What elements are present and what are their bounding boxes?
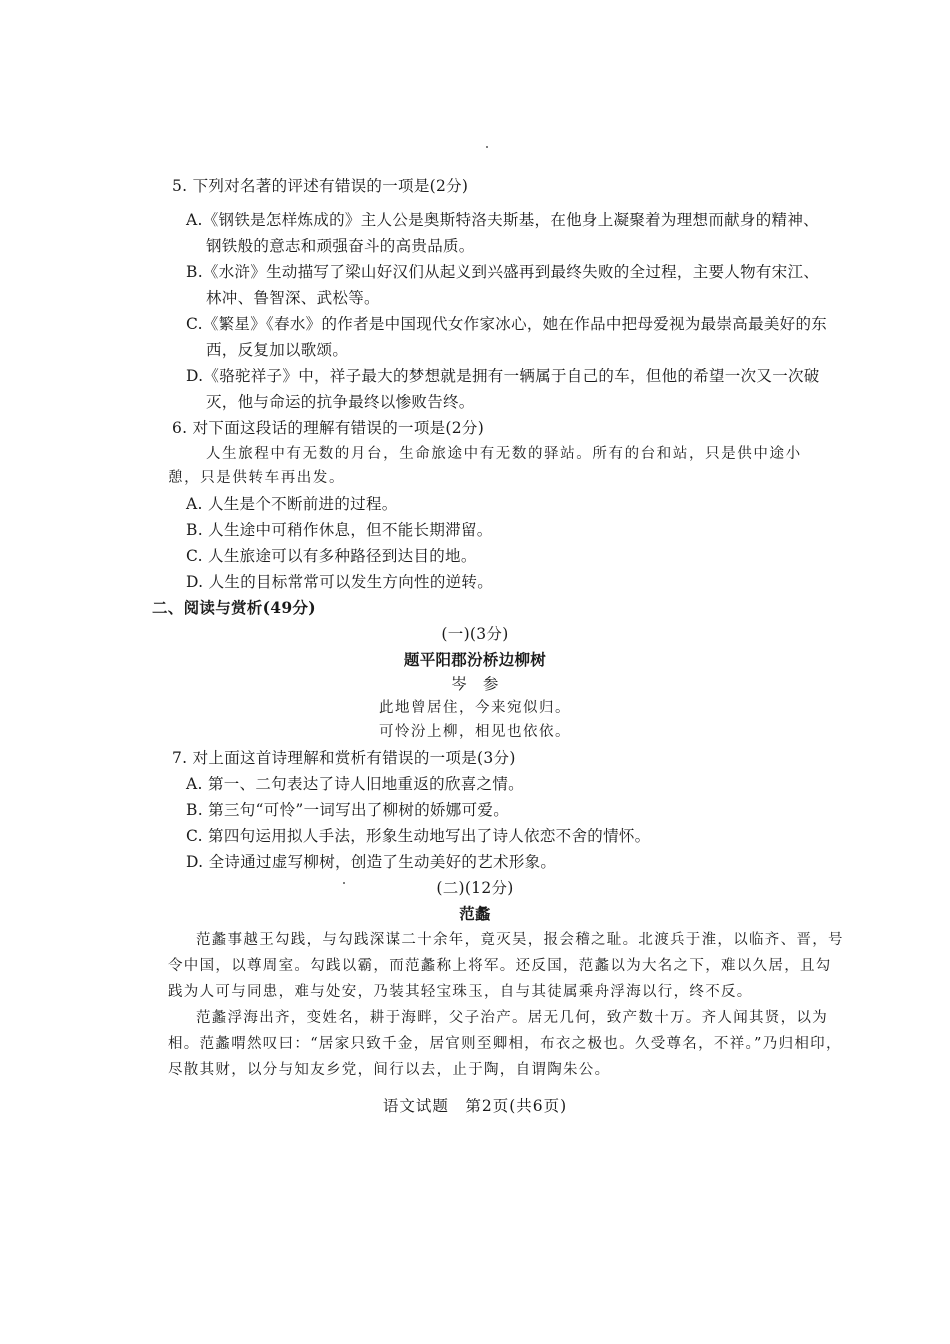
- q7-option-d: D. 全诗通过虚写柳树，创造了生动美好的艺术形象。: [186, 853, 557, 871]
- q7-option-c: C. 第四句运用拟人手法，形象生动地写出了诗人依恋不舍的情怀。: [186, 827, 651, 845]
- q5-stem: 5. 下列对名著的评述有错误的一项是(2分): [172, 177, 469, 195]
- q5-option-b-line1: B.《水浒》生动描写了梁山好汉们从起义到兴盛再到最终失败的全过程，主要人物有宋江、: [186, 263, 820, 281]
- scan-speck: [486, 146, 488, 148]
- page-footer: 语文试题 第2页(共6页): [382, 1097, 568, 1115]
- q6-option-c: C. 人生旅途可以有多种路径到达目的地。: [186, 547, 477, 565]
- q5-option-b-line2: 林冲、鲁智深、武松等。: [206, 289, 380, 307]
- q5-option-c-line1: C.《繁星》《春水》的作者是中国现代女作家冰心，她在作品中把母爱视为最崇高最美好的东: [186, 315, 828, 333]
- q5-option-a-line2: 钢铁般的意志和顽强奋斗的高贵品质。: [206, 237, 475, 255]
- q6-option-d: D. 人生的目标常常可以发生方向性的逆转。: [186, 573, 494, 591]
- q5-option-d-line1: D.《骆驼祥子》中，祥子最大的梦想就是拥有一辆属于自己的车，但他的希望一次又一次破: [186, 367, 820, 385]
- q6-quote-line1: 人生旅程中有无数的月台，生命旅途中有无数的驿站。所有的台和站，只是供中途小: [206, 446, 802, 462]
- part1-header: (一)(3分): [441, 625, 509, 643]
- passage-title: 范蠡: [459, 904, 491, 923]
- poem-title: 题平阳郡汾桥边柳树: [403, 650, 547, 669]
- q5-option-c-line2: 西，反复加以歌颂。: [206, 341, 349, 359]
- passage-p1-line3: 践为人可与同患，难与处安，乃装其轻宝珠玉，自与其徒属乘舟浮海以行，终不反。: [168, 984, 753, 1000]
- q6-stem: 6. 对下面这段话的理解有错误的一项是(2分): [172, 419, 485, 437]
- poem-line-1: 此地曾居住，今来宛似归。: [379, 700, 571, 716]
- poem-author: 岑 参: [451, 675, 499, 693]
- q6-option-b: B. 人生途中可稍作休息，但不能长期滞留。: [186, 521, 493, 539]
- q6-option-a: A. 人生是个不断前进的过程。: [186, 495, 398, 513]
- q7-stem: 7. 对上面这首诗理解和赏析有错误的一项是(3分): [172, 749, 516, 767]
- q7-option-a: A. 第一、二句表达了诗人旧地重返的欣喜之情。: [186, 775, 524, 793]
- passage-p2-line1: 范蠡浮海出齐，变姓名，耕于海畔，父子治产。居无几何，致产数十万。齐人闻其贤，以为: [196, 1010, 828, 1026]
- poem-line-2: 可怜汾上柳，相见也依依。: [379, 724, 571, 740]
- q6-quote-line2: 憩，只是供转车再出发。: [168, 470, 346, 486]
- q5-option-d-line2: 灭，他与命运的抗争最终以惨败告终。: [206, 393, 475, 411]
- part2-header: (二)(12分): [436, 879, 514, 897]
- passage-p2-line3: 尽散其财，以分与知友乡党，间行以去，止于陶，自谓陶朱公。: [168, 1062, 611, 1078]
- q5-option-a-line1: A.《钢铁是怎样炼成的》主人公是奥斯特洛夫斯基，在他身上凝聚着为理想而献身的精神、: [186, 211, 819, 229]
- passage-p2-line2: 相。范蠡喟然叹曰：“居家只致千金，居官则至卿相，布衣之极也。久受尊名，不祥。”乃归相印，: [168, 1036, 842, 1052]
- section-heading: 二、阅读与赏析(49分): [152, 598, 316, 617]
- passage-p1-line2: 令中国，以尊周室。勾践以霸，而范蠡称上将军。还反国，范蠡以为大名之下，难以久居，且勾: [168, 958, 832, 974]
- q7-option-b: B. 第三句“可怜”一词写出了柳树的娇娜可爱。: [186, 801, 509, 819]
- passage-p1-line1: 范蠡事越王勾践，与勾践深谋二十余年，竟灭吴，报会稽之耻。北渡兵于淮，以临齐、晋，号: [196, 932, 844, 948]
